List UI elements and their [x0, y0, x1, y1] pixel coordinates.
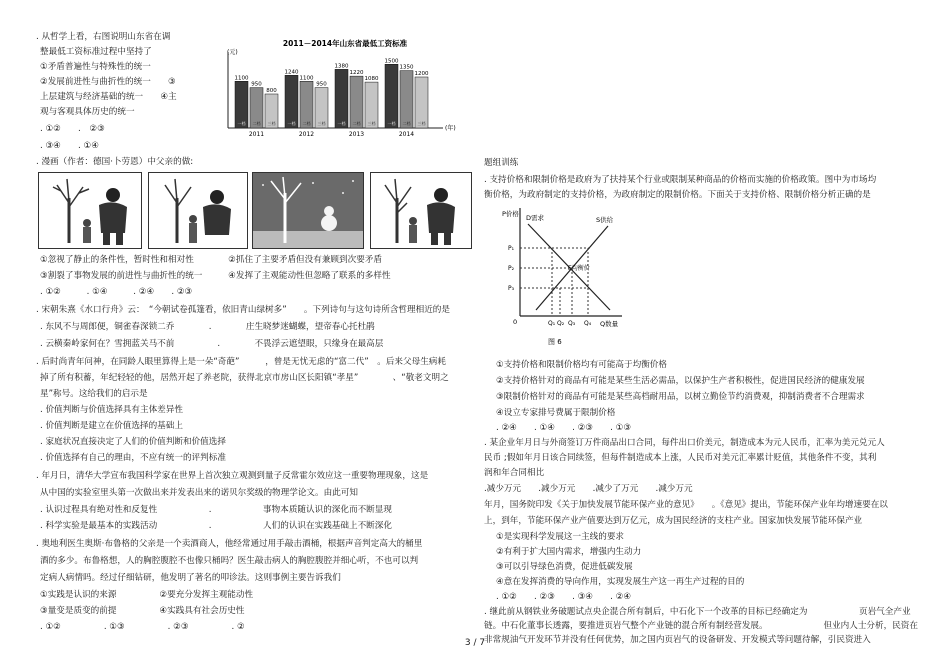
chart-unit-label: (元)	[227, 49, 238, 56]
bar-tier-label: 二档	[252, 121, 261, 126]
q5-line: . 年月日，清华大学宣布我国科学家在世界上首次独立观测到量子反常霍尔效应这一重要物理现象，这是	[36, 471, 429, 481]
chart-bars	[235, 58, 429, 138]
r-q3-option: ③可以引导绿色消费，促进低碳发展	[496, 562, 633, 572]
bar-tier-label: 一档	[287, 121, 296, 126]
r-q1-option: ④设立专家排号费属于限制价格	[496, 408, 616, 418]
q5-option-row: . 认识过程具有绝对性和反复性 . 事物本质随认识的深化而不断显现	[40, 505, 392, 515]
cartoon-panel-3	[252, 172, 364, 249]
bar-2013-0	[335, 69, 348, 128]
chart-x-axis-label: (年)	[445, 125, 456, 132]
q3-option-row: . 东风不与周郎便，铜雀春深锁二乔 . 庄生晓梦迷蝴蝶，望帝春心托杜鹃	[40, 322, 375, 332]
r-q1-answer-row: . ②④ . ①④ . ②③ . ①③	[496, 423, 632, 433]
r-q1-option: ①支持价格和限制价格均有可能高于均衡价格	[496, 360, 667, 370]
x-tick-label: 2013	[348, 131, 365, 138]
bar-tier-label: 二档	[302, 121, 311, 126]
q1-line: ②发展前进性与曲折性的统一 ③	[40, 77, 176, 87]
q4-option: . 家庭状况直接决定了人们的价值判断和价值选择	[40, 437, 226, 447]
graph-caption: 图 6	[548, 338, 562, 346]
bar-value-label: 950	[316, 81, 327, 88]
r-q1-option: ③限制价格针对的商品有可能是某些高档耐用品，以树立勤俭节约消费观，抑制消费者不合理需求	[496, 392, 865, 402]
bar-value-label: 1240	[284, 69, 299, 76]
eq-label: E均衡价	[568, 265, 590, 272]
bar-value-label: 950	[251, 81, 262, 88]
p2-label: P₂	[508, 265, 515, 272]
p1-label: P₁	[508, 245, 515, 252]
bar-tier-label: 一档	[387, 121, 396, 126]
cartoon-panel-4	[370, 172, 472, 249]
q6-option-row: ①实践是认识的来源 ②要充分发挥主观能动性	[40, 590, 254, 600]
supply-label: S供给	[596, 216, 614, 224]
q1-option-row: . ③④ . ①④	[40, 141, 99, 151]
q6-line: 定病人病情吗。经过仔细钻研，他发明了著名的叩诊法。这则事例主要告诉我们	[40, 573, 341, 583]
q5-line: 从中国的实验室里头第一次做出来并发表出来的诺贝尔奖级的物理学论文。由此可知	[40, 488, 358, 498]
q6-line: 酒的多少。布鲁格想，人的胸腔腹腔不也像只桶吗？医生敲击病人的胸腔腹腔并细心听，不也可以判	[40, 556, 419, 566]
q2-label: Q₂	[557, 320, 565, 327]
r-q4-line: 非常规油气开发环节并没有任何优势，加之国内页岩气的设备研发、开发模式等问题待解，引民资进入	[484, 635, 871, 645]
bar-tier-label: 三档	[317, 121, 326, 126]
q1-line: ①矛盾普遍性与特殊性的统一	[40, 62, 151, 72]
r-q3-option: ④意在发挥消费的导向作用，实现发展生产这一再生产过程的目的	[496, 577, 745, 587]
q2-option-row: ③割裂了事物发展的前进性与曲折性的统一 ④发挥了主观能动性但忽略了联系的多样性	[40, 271, 391, 281]
right-column	[480, 0, 950, 645]
bar-tier-label: 三档	[417, 121, 426, 126]
cartoon-drawing	[39, 173, 141, 248]
x-tick-label: 2011	[248, 131, 265, 138]
bar-tier-label: 三档	[267, 121, 276, 126]
cartoon-panel-1	[38, 172, 142, 249]
q1-option-row: . ①② . ②③	[40, 124, 105, 134]
price-policy-graph	[492, 198, 632, 353]
minimum-wage-bar-chart	[225, 38, 470, 138]
r-q2-line: . 某企业年月日与外商签订万件商品出口合同，每件出口价美元，制造成本为元人民币，汇率为美元兑元人	[484, 438, 885, 448]
q1-line: 观与客观具体历史的统一	[40, 107, 135, 117]
q5-option-row: . 科学实验是最基本的实践活动 . 人们的认识在实践基础上不断深化	[40, 521, 392, 531]
r-q3-answer-row: . ①② . ②③ . ③④ . ②④	[496, 592, 632, 602]
q2-option-row: ①忽视了静止的条件性，暂时性和相对性 ②抓住了主要矛盾但没有兼顾到次要矛盾	[40, 255, 382, 265]
cartoon-drawing	[371, 173, 471, 248]
r-q4-line: 链。中石化董事长透露，要推进页岩气整个产业链的混合所有制经营发展。 但业内人士分析，民资在	[484, 621, 918, 631]
q4-label: Q₄	[584, 320, 592, 327]
bar-2014-0	[385, 64, 398, 128]
bar-value-label: 1200	[414, 71, 429, 77]
q4-option: . 价值判断是建立在价值选择的基础上	[40, 421, 183, 431]
r-q3-option: ②有利于扩大国内需求，增强内生动力	[496, 547, 642, 557]
q4-line: . 后时尚青年问神，在同龄人眼里算得上是一朵“奇葩” ，曾是无忧无虑的“富二代” 。后来父母生病耗	[36, 357, 446, 367]
r-q4-line: . 继此前从钢铁业务破题试点央企混合所有制后，中石化下一个改革的目标已经确定为 页岩气全产业	[484, 607, 911, 617]
r-q2-answer-row: .减少万元 .减少万元 .减少了万元 .减少万元	[484, 484, 693, 494]
q3-option-row: . 云横秦岭家何在？雪拥蓝关马不前 . 不畏浮云遮望眼，只缘身在最高层	[40, 339, 384, 349]
bar-value-label: 1380	[334, 63, 349, 70]
q4-line: 掉了所有积蓄，年纪轻轻的他，居然开起了养老院，获得北京市房山区长阳镇“孝星” 、“敬老文明之	[40, 373, 449, 383]
q3-stem: . 宋朝朱熹《水口行舟》云： “今朝试卷孤篷看，依旧青山绿树多” 。下列诗句与这句诗所含哲理相近的是	[36, 305, 450, 315]
q1-line: 整最低工资标准过程中坚持了	[40, 47, 152, 57]
bar-tier-label: 三档	[367, 121, 376, 126]
bar-value-label: 1080	[364, 76, 379, 83]
page-number: 3 / 7	[464, 638, 486, 648]
bar-value-label: 1100	[299, 75, 314, 82]
bar-tier-label: 二档	[352, 121, 361, 126]
q1-label: Q₁	[548, 320, 556, 327]
q4-option: . 价值选择有自己的理由，不应有统一的评判标准	[40, 453, 226, 463]
r-q1-line: 衡价格，为政府制定的支持价格，为政府制定的限制价格。下面关于支持价格、限制价格分析正确的是	[484, 190, 871, 200]
r-q3-line: 上，到年，节能环保产业产值要达到万亿元，成为国民经济的支柱产业。国家加快发展节能环保产业	[484, 516, 863, 526]
graph-y-axis-label: P价格	[502, 210, 519, 218]
q2-answer-row: . ①② . ①④ . ②④ . ②③	[40, 287, 193, 297]
bar-value-label: 800	[266, 88, 277, 94]
bar-tier-label: 一档	[237, 121, 246, 126]
bar-value-label: 1350	[399, 64, 414, 71]
r-q3-line: 年月，国务院印发《关于加快发展节能环保产业的意见》 。《意见》提出，节能环保产业年均增速要在以	[484, 500, 888, 510]
r-q1-option: ②支持价格针对的商品有可能是某些生活必需品，以保护生产者积极性，促进国民经济的健康发展	[496, 376, 865, 386]
graph-x-axis-label: Q数量	[600, 320, 619, 328]
q2-stem: . 漫画（作者：德国·卜劳恩）中父亲的做:	[36, 157, 194, 167]
cartoon-drawing	[253, 173, 363, 248]
demand-label: D需求	[526, 214, 545, 222]
left-column	[0, 0, 470, 640]
chart-title: 2011－2014年山东省最低工资标准	[282, 39, 408, 48]
q1-line: . 从哲学上看，右图说明山东省在调	[36, 32, 171, 42]
x-tick-label: 2012	[298, 131, 315, 138]
q4-option: . 价值判断与价值选择具有主体差异性	[40, 405, 183, 415]
r-q1-line: . 支持价格和限制价格是政府为了扶持某个行业或限制某种商品的价格而实施的价格政策。图中为市场均	[484, 175, 877, 185]
bar-value-label: 1500	[384, 58, 399, 65]
graph-origin: 0	[513, 318, 518, 326]
bar-2014-1	[400, 71, 413, 128]
q3-label: Q₃	[568, 320, 576, 327]
bar-tier-label: 一档	[337, 121, 346, 126]
q6-option-row: ③量变是质变的前提 ④实践具有社会历史性	[40, 606, 245, 616]
bar-tier-label: 二档	[402, 121, 411, 126]
section-title: 题组训练	[484, 158, 519, 168]
x-tick-label: 2014	[398, 131, 415, 138]
r-q2-line: 民币 ;假如年月日该合同续签，但每件制造成本上涨，人民币对美元汇率累计贬值，其他条件不变，其利	[484, 453, 877, 463]
p3-label: P₃	[508, 285, 515, 292]
cartoon-panel-2	[148, 172, 248, 249]
q4-line: 星”称号。这给我们的启示是	[40, 389, 148, 399]
q6-answer-row: . ①② . ①③ . ②③ . ②	[40, 622, 245, 632]
bar-value-label: 1100	[234, 75, 249, 82]
q1-line: 上层建筑与经济基础的统一 ④主	[40, 92, 177, 102]
r-q3-option: ①是实现科学发展这一主线的要求	[496, 532, 625, 542]
r-q2-line: 润和年合同相比	[484, 468, 545, 478]
cartoon-drawing	[149, 173, 247, 248]
bar-value-label: 1220	[349, 70, 364, 77]
q6-line: . 奥地利医生奥斯·布鲁格的父亲是一个卖酒商人，他经常通过用手敲击酒桶，根据声音判定高大的桶里	[36, 539, 423, 549]
